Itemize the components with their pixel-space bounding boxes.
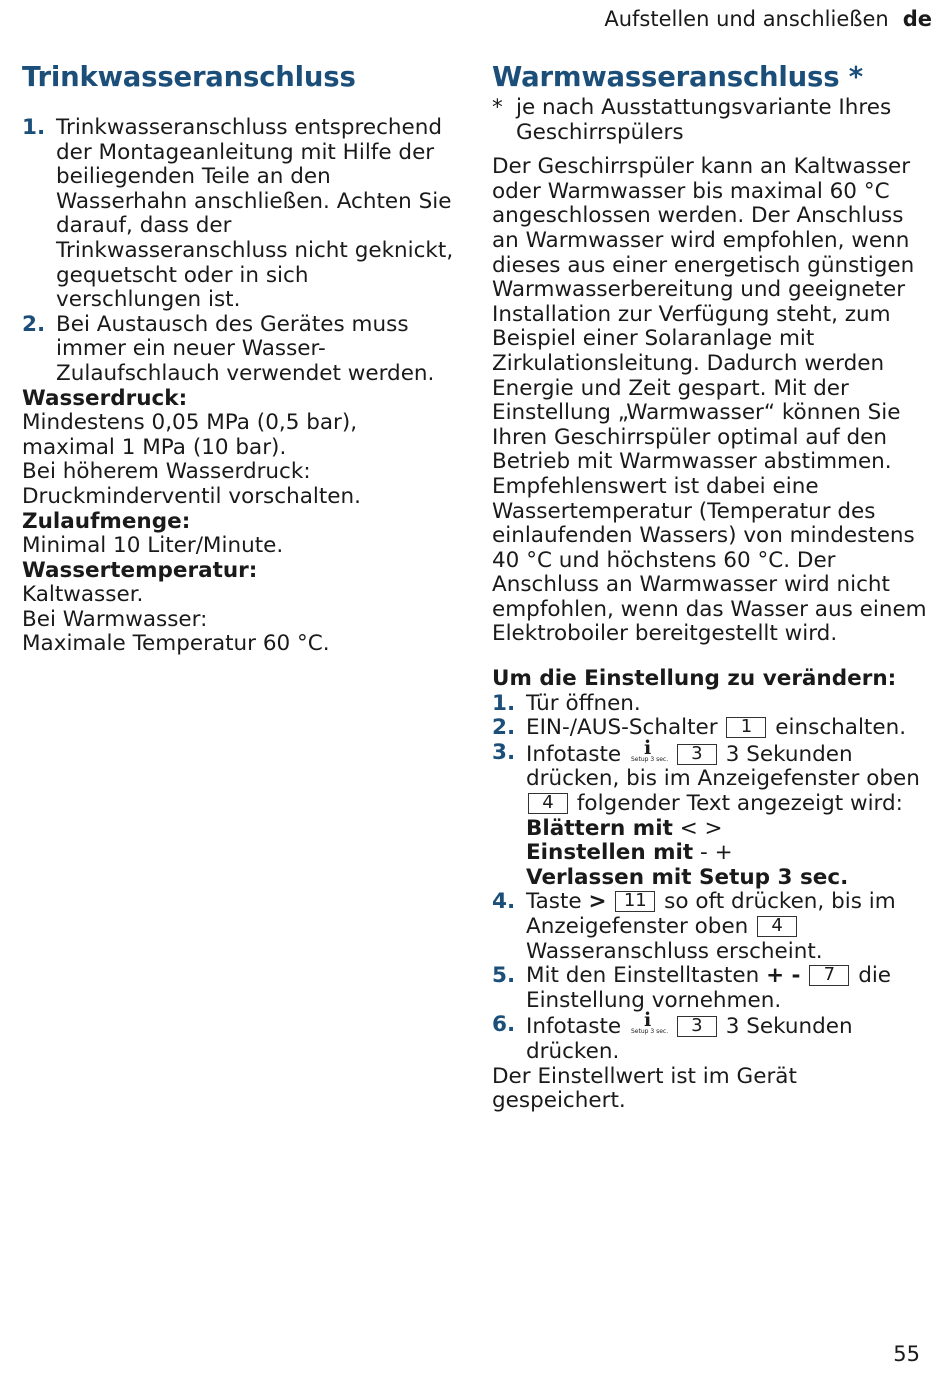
display-text-line: Blättern mit < > — [526, 815, 723, 841]
step-number: 6. — [492, 1012, 516, 1038]
footnote — [492, 96, 932, 145]
info-key-icon: i Setup 3 sec. — [631, 736, 669, 763]
key-number-box: 4 — [757, 916, 797, 937]
step-number: 4. — [492, 889, 516, 915]
closing-text: Der Einstellwert ist im Gerät gespeichert. — [492, 1063, 797, 1114]
pressure-line: Bei höherem Wasserdruck: — [22, 459, 311, 485]
right-step-4 — [492, 890, 932, 964]
footnote-text: je nach Ausstattungsvariante Ihres Geschirrspülers — [516, 95, 892, 145]
flow-rate-text: Minimal 10 Liter/Minute. — [22, 533, 284, 559]
water-pressure-label: Wasserdruck: — [22, 385, 188, 411]
display-text-line: Verlassen mit Setup 3 sec. — [526, 864, 849, 890]
step-text: die Einstellung vornehmen. — [526, 963, 892, 1013]
step-text: 3 Sekunden drücken, bis im Anzeigefenster oben — [526, 741, 920, 792]
pressure-line: Druckminderventil vorschalten. — [22, 483, 361, 509]
hot-water-heading: Warmwasseranschluss * — [492, 61, 863, 93]
step-text: einschalten. — [775, 715, 907, 741]
temperature-line: Kaltwasser. — [22, 582, 144, 608]
step-text: folgender Text angezeigt wird: — [576, 791, 903, 817]
right-column — [492, 60, 932, 1114]
step-text: Mit den Einstelltasten — [526, 963, 760, 989]
step-text: so oft drücken, bis im Anzeigefenster oben — [526, 889, 896, 939]
page-header — [604, 7, 932, 31]
step-text: Infotaste — [526, 1014, 622, 1040]
howto-label: Um die Einstellung zu verändern: — [492, 666, 897, 692]
right-step-3 — [492, 736, 932, 891]
footnote-star: * — [492, 95, 503, 120]
key-number-box: 3 — [677, 1016, 717, 1037]
step-number: 1. — [492, 690, 516, 716]
key-number-box: 11 — [615, 891, 655, 912]
left-step-2 — [22, 313, 454, 387]
page-number: 55 — [893, 1342, 920, 1366]
step-text: Infotaste — [526, 741, 622, 767]
key-number-box: 4 — [528, 793, 568, 814]
hot-water-body: Der Geschirrspüler kann an Kaltwasser oder Warmwasser bis maximal 60 °C angeschlossen werden. Der Anschluss an Warmwasser wird empfohlen, wenn dieses aus einer energetisch günstigen Warmwasserbereitung und geeigneter Installation zur Verfügung steht, zum Beispiel einer Solaranlage mit Zirkulationsleitung. Dadurch werden Energie und Zeit gespart. Mit der Einstellung „Warmwasser“ können Sie Ihren Geschirrspüler optimal auf den Betrieb mit Warmwasser abstimmen. Empfehlenswert ist dabei eine Wassertemperatur (Temperatur des einlaufenden Wassers) von mindestens 40 °C und höchstens 60 °C. Der Anschluss an Warmwasser wird nicht empfohlen, wenn das Wasser aus einem Elektroboiler bereitgestellt wird. — [492, 154, 927, 647]
flow-rate-label: Zulaufmenge: — [22, 508, 191, 534]
temperature-line: Maximale Temperatur 60 °C. — [22, 631, 330, 657]
key-number-box: 7 — [809, 965, 849, 986]
section-title: Aufstellen und anschließen — [604, 7, 889, 31]
key-number-box: 1 — [726, 717, 766, 738]
display-text-line: Einstellen mit - + — [526, 840, 733, 866]
step-text: 3 Sekunden drücken. — [526, 1014, 853, 1064]
step-text: EIN-/AUS-Schalter — [526, 715, 718, 741]
key-symbol: + - — [766, 963, 801, 989]
key-number-box: 3 — [677, 744, 717, 765]
right-step-2 — [492, 716, 932, 741]
step-number: 2. — [22, 311, 46, 337]
info-key-icon: i Setup 3 sec. — [631, 1009, 669, 1036]
step-number: 1. — [22, 115, 46, 140]
key-symbol: > — [588, 889, 607, 915]
step-text: Trinkwasseranschluss entsprechend der Montageanleitung mit Hilfe der beiliegenden Teile an den Wasserhahn anschließen. Achten Sie darauf, dass der Trinkwasseranschluss nicht geknickt, gequetscht oder in sich verschlungen ist. — [56, 115, 454, 313]
step-text: Taste — [526, 889, 582, 915]
pressure-line: maximal 1 MPa (10 bar). — [22, 434, 287, 460]
step-text: Wasseranschluss erscheint. — [526, 938, 823, 964]
language-code: de — [902, 7, 932, 31]
step-text: Tür öffnen. — [526, 690, 641, 716]
right-step-5 — [492, 964, 932, 1013]
step-number: 2. — [492, 715, 516, 741]
step-text: Bei Austausch des Gerätes muss immer ein neuer Wasser-Zulaufschlauch verwendet werden. — [56, 311, 435, 386]
pressure-line: Mindestens 0,05 MPa (0,5 bar), — [22, 410, 358, 436]
left-step-1 — [22, 116, 454, 313]
drinking-water-heading: Trinkwasseranschluss — [22, 61, 356, 93]
temperature-line: Bei Warmwasser: — [22, 606, 208, 632]
step-number: 3. — [492, 739, 516, 765]
water-temperature-label: Wassertemperatur: — [22, 557, 258, 583]
right-step-6 — [492, 1009, 932, 1064]
step-number: 5. — [492, 963, 516, 989]
right-step-1 — [492, 692, 932, 717]
left-column — [22, 60, 454, 657]
